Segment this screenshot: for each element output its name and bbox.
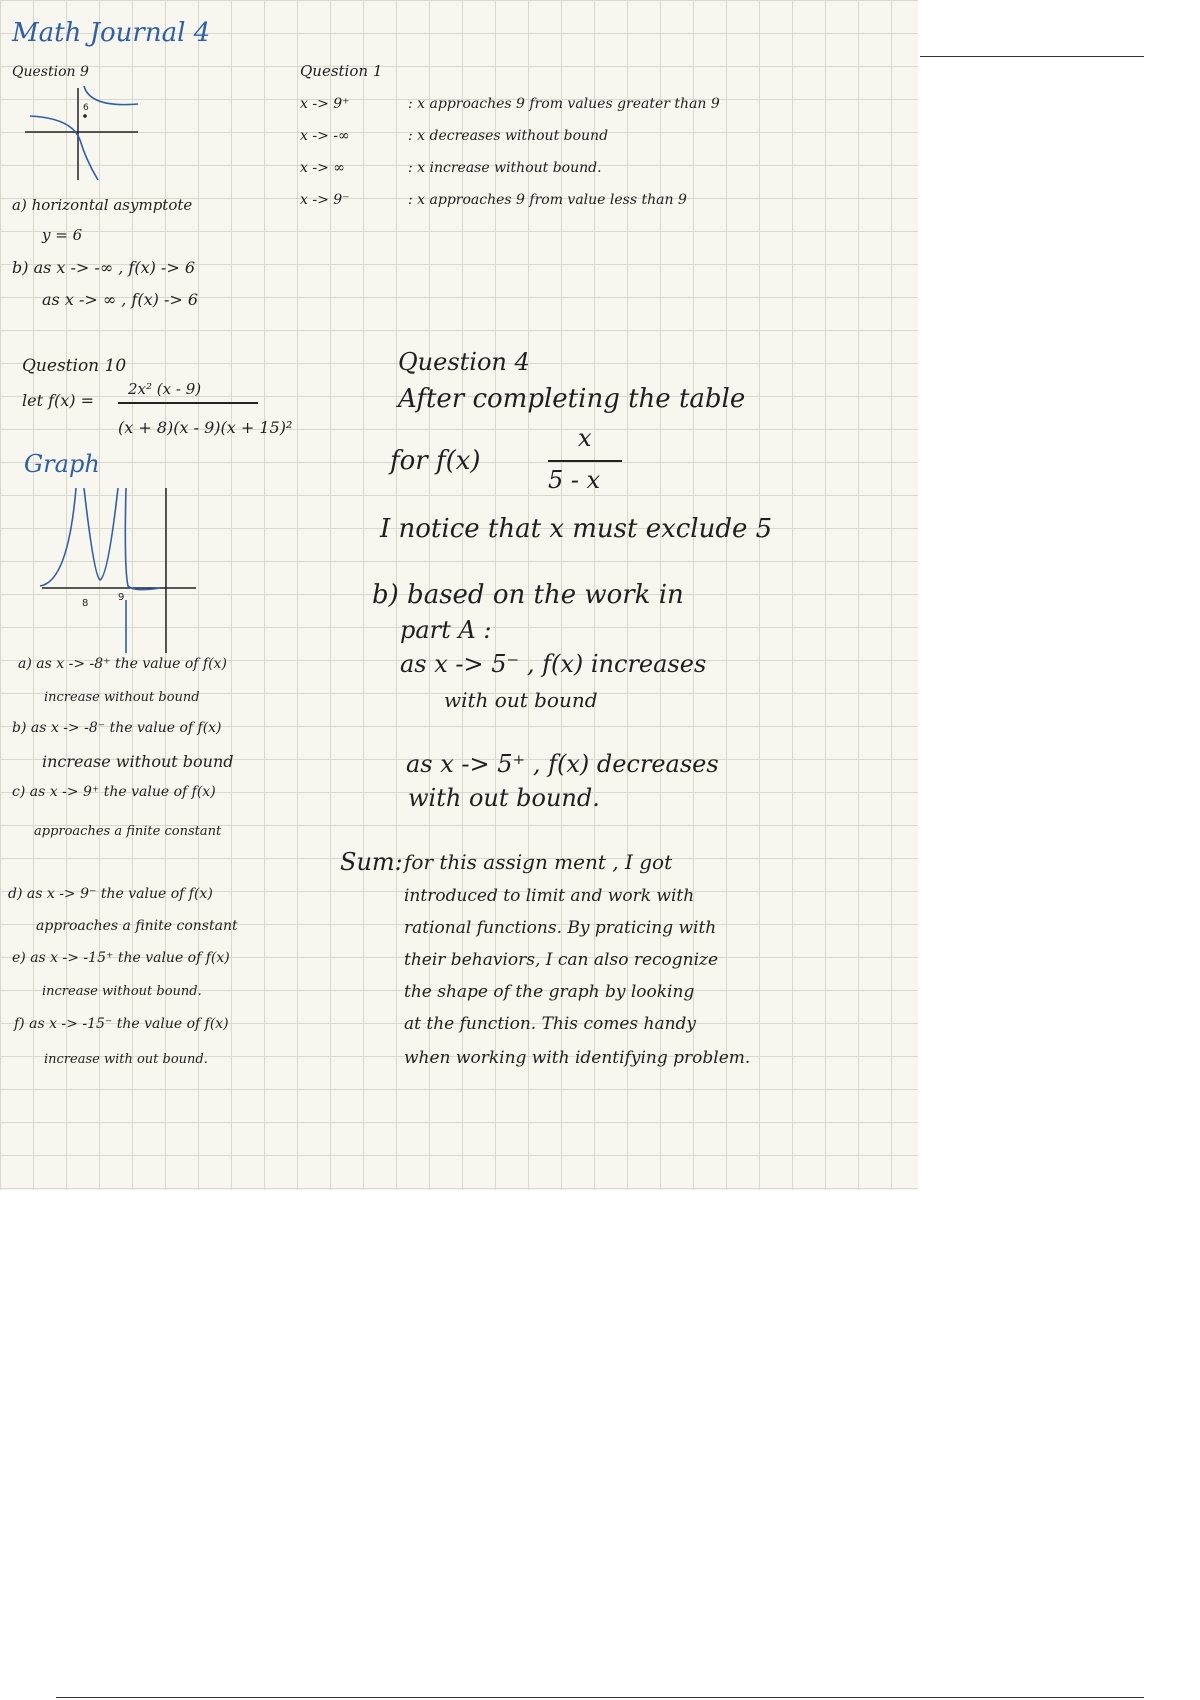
q10-answer-e: e) as x -> -15⁺ the value of f(x) xyxy=(12,950,230,966)
q4-heading: Question 4 xyxy=(398,348,530,376)
q1-row-3-desc: : x increase without bound. xyxy=(408,160,602,176)
q10-heading: Question 10 xyxy=(22,356,127,376)
q10-answer-c-detail: approaches a finite constant xyxy=(34,824,222,839)
q10-curve-middle xyxy=(84,488,118,580)
q9-a2: y = 6 xyxy=(42,226,83,244)
q4-numerator: x xyxy=(578,424,592,452)
q4-b3: as x -> 5⁻ , f(x) increases xyxy=(400,650,707,678)
q1-row-3-expr: x -> ∞ xyxy=(300,160,345,176)
q10-graph-mark-2: 9 xyxy=(118,592,125,603)
q9-graph-mark: 6 xyxy=(83,103,89,113)
q10-answer-f: f) as x -> -15⁻ the value of f(x) xyxy=(14,1016,229,1032)
q4-for: for f(x) xyxy=(390,446,481,476)
q10-denominator: (x + 8)(x - 9)(x + 15)² xyxy=(118,418,293,437)
q4-b1: b) based on the work in xyxy=(372,580,684,610)
q1-row-1-expr: x -> 9⁺ xyxy=(300,96,350,112)
q10-answer-f-detail: increase with out bound. xyxy=(44,1052,208,1067)
q10-answer-b-detail: increase without bound xyxy=(42,752,234,771)
q4-fraction-bar xyxy=(548,460,622,462)
q10-fraction-bar xyxy=(118,402,258,404)
q9-point xyxy=(83,114,87,118)
bottom-rule xyxy=(56,1697,1144,1698)
q10-curve-right xyxy=(125,488,160,590)
q10-answer-a-detail: increase without bound xyxy=(44,690,200,705)
q4-b2: part A : xyxy=(400,616,492,644)
sum-line-6: at the function. This comes handy xyxy=(404,1014,697,1034)
q10-answer-c: c) as x -> 9⁺ the value of f(x) xyxy=(12,784,216,800)
q9-b1: b) as x -> -∞ , f(x) -> 6 xyxy=(12,258,195,277)
q9-curve-left xyxy=(30,116,98,180)
q4-b4: with out bound xyxy=(444,688,598,712)
sum-line-2: introduced to limit and work with xyxy=(404,886,695,906)
q10-answer-d-detail: approaches a finite constant xyxy=(36,918,238,934)
q1-row-2-desc: : x decreases without bound xyxy=(408,128,609,144)
q1-row-2-expr: x -> -∞ xyxy=(300,128,350,144)
q10-answer-a: a) as x -> -8⁺ the value of f(x) xyxy=(18,656,227,672)
sum-label: Sum: xyxy=(340,848,403,876)
q9-heading: Question 9 xyxy=(12,64,89,80)
q9-curve-right xyxy=(84,86,138,105)
q4-b6: with out bound. xyxy=(408,784,600,812)
q1-row-4-expr: x -> 9⁻ xyxy=(300,192,350,208)
q10-numerator: 2x² (x - 9) xyxy=(128,380,202,398)
q10-graph-heading: Graph xyxy=(24,450,100,478)
q4-denominator: 5 - x xyxy=(548,466,601,494)
q10-graph-mark-1: 8 xyxy=(82,598,89,609)
q4-notice: I notice that x must exclude 5 xyxy=(380,514,773,544)
q10-answer-e-detail: increase without bound. xyxy=(42,984,202,999)
q9-a1: a) horizontal asymptote xyxy=(12,196,193,214)
q10-curve-left xyxy=(40,488,76,586)
q1-row-4-desc: : x approaches 9 from value less than 9 xyxy=(408,192,687,208)
q4-line1: After completing the table xyxy=(398,384,746,414)
q10-answer-b: b) as x -> -8⁻ the value of f(x) xyxy=(12,720,222,736)
q10-answer-d: d) as x -> 9⁻ the value of f(x) xyxy=(8,886,213,902)
sum-line-7: when working with identifying problem. xyxy=(404,1048,751,1068)
page-title: Math Journal 4 xyxy=(12,18,211,48)
sum-line-4: their behaviors, I can also recognize xyxy=(404,950,719,970)
q10-let: let f(x) = xyxy=(22,391,95,410)
sum-line-3: rational functions. By praticing with xyxy=(404,918,717,938)
sum-line-1: for this assign ment , I got xyxy=(404,850,673,874)
q10-graph xyxy=(38,488,198,653)
q1-row-1-desc: : x approaches 9 from values greater than 9 xyxy=(408,96,720,112)
q9-graph xyxy=(20,80,150,180)
q1-heading: Question 1 xyxy=(300,62,383,80)
q9-b2: as x -> ∞ , f(x) -> 6 xyxy=(42,290,199,309)
sum-line-5: the shape of the graph by looking xyxy=(404,982,695,1002)
top-rule xyxy=(920,56,1144,57)
q4-b5: as x -> 5⁺ , f(x) decreases xyxy=(406,750,719,778)
